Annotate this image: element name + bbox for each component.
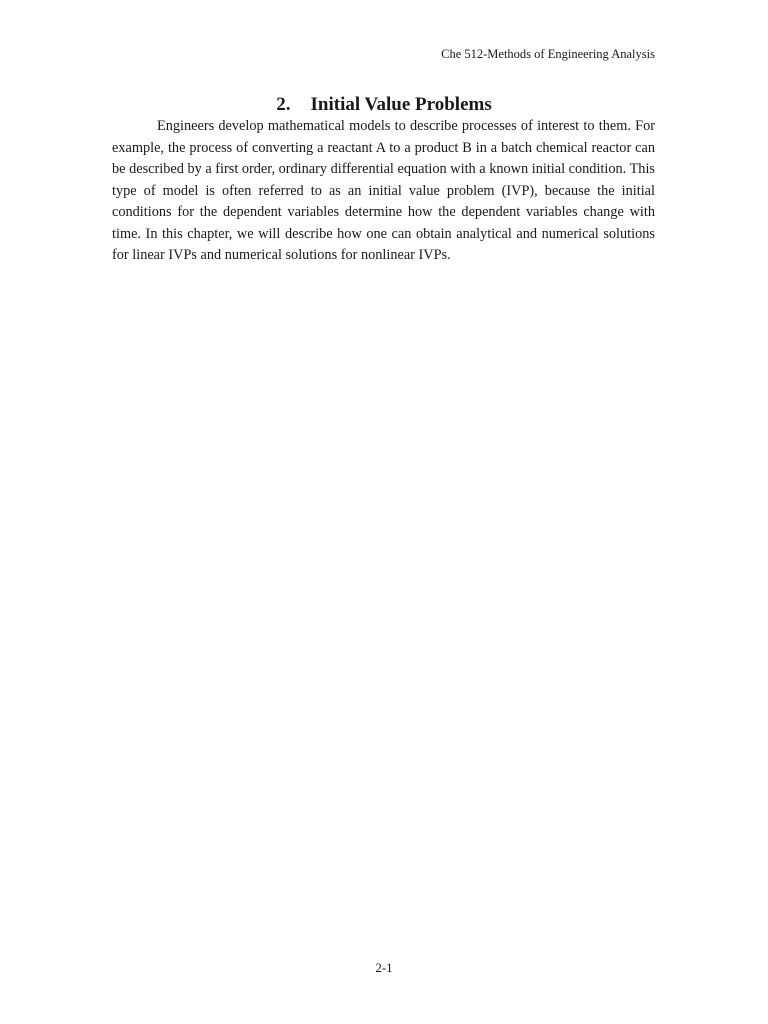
chapter-title: Initial Value Problems <box>310 94 492 115</box>
page-number: 2-1 <box>375 960 393 975</box>
chapter-number: 2. <box>276 94 291 115</box>
body-paragraph: Engineers develop mathematical models to describe processes of interest to them. For example, the process of converting a reactant A to a product B in a batch chemical reactor can be described by a first order, ordinary differential equation with a known initial condition. This type of model is often referred to as an initial value problem (IVP), because the initial conditions for the dependent variables determine how the dependent variables change with time. In this chapter, we will describe how one can obtain analytical and numerical solutions for linear IVPs and numerical solutions for nonlinear IVPs. <box>112 118 655 263</box>
running-header: Che 512-Methods of Engineering Analysis <box>441 47 655 61</box>
chapter-heading <box>0 93 768 117</box>
